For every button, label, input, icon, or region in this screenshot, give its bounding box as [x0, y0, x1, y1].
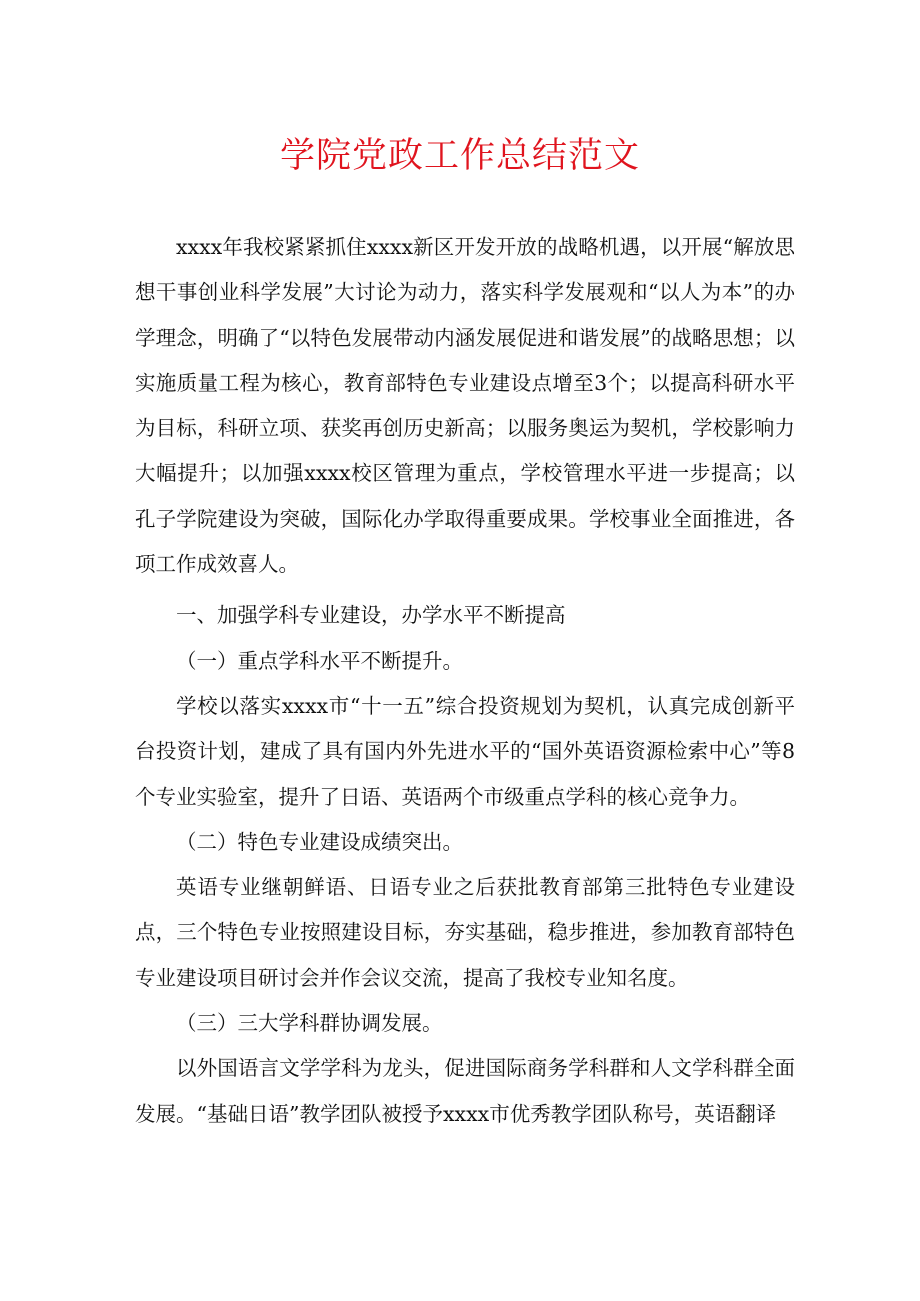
- document-title: 学院党政工作总结范文: [279, 136, 640, 176]
- sub-heading-2: （二）特色专业建设成绩突出。: [176, 829, 463, 854]
- sub-paragraph-3: 以外国语言文学学科为龙头，促进国际商务学科群和人文学科群全面发展。“基础日语”教学团队被授予xxxx市优秀教学团队称号，英语翻译: [135, 1056, 795, 1126]
- intro-paragraph: xxxx年我校紧紧抓住xxxx新区开发开放的战略机遇，以开展“解放思想干事创业科学发展”大讨论为动力，落实科学发展观和“以人为本”的办学理念，明确了“以特色发展带动内涵发展促进和谐发展”的战略思想；以实施质量工程为核心，教育部特色专业建设点增至3个；以提高科研水平为目标，科研立项、获奖再创历史新高；以服务奥运为契机，学校影响力大幅提升；以加强xxxx校区管理为重点，学校管理水平进一步提高；以孔子学院建设为突破，国际化办学取得重要成果。学校事业全面推进，各项工作成效喜人。: [135, 235, 795, 577]
- sub-paragraph-2: 英语专业继朝鲜语、日语专业之后获批教育部第三批特色专业建设点，三个特色专业按照建设目标，夯实基础，稳步推进，参加教育部特色专业建设项目研讨会并作会议交流，提高了我校专业知名度。: [135, 875, 795, 990]
- document-body: [135, 225, 795, 1137]
- sub-heading-1: （一）重点学科水平不断提升。: [176, 648, 463, 673]
- section-heading-1: 一、加强学科专业建设，办学水平不断提高: [176, 603, 566, 628]
- sub-heading-3: （三）三大学科群协调发展。: [176, 1011, 443, 1036]
- sub-paragraph-1: 学校以落实xxxx市“十一五”综合投资规划为契机，认真完成创新平台投资计划，建成了具有国内外先进水平的“国外英语资源检索中心”等8个专业实验室，提升了日语、英语两个市级重点学科的核心竞争力。: [135, 693, 795, 809]
